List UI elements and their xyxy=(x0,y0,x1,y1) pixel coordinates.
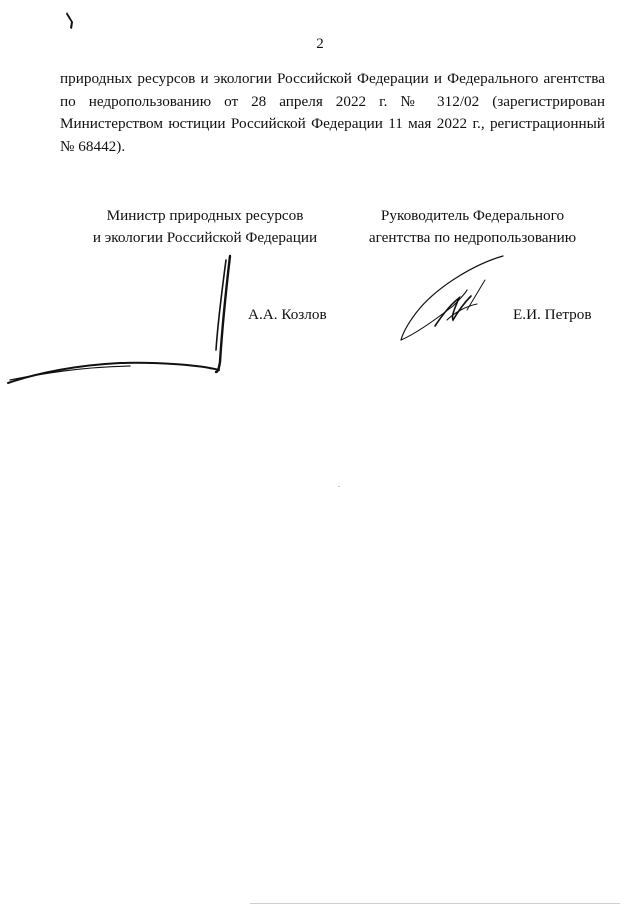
scan-mark-icon xyxy=(64,10,76,30)
right-signatory-name: Е.И. Петров xyxy=(513,306,592,323)
left-signatory-name: А.А. Козлов xyxy=(248,306,327,323)
body-line: по недропользованию от 28 апреля 2022 г. № 312/02 (зарегистрирован xyxy=(60,92,605,110)
bottom-edge-rule xyxy=(250,903,620,904)
left-signatory-title xyxy=(70,205,340,249)
body-line: № 68442). xyxy=(60,137,126,155)
left-title-line: Министр природных ресурсов xyxy=(106,207,304,224)
left-signature xyxy=(0,250,240,400)
right-title-line: агентства по недропользованию xyxy=(368,229,577,246)
page-number: 2 xyxy=(316,36,324,52)
body-paragraph xyxy=(60,68,605,158)
right-signatory-title xyxy=(345,205,600,249)
right-title-line: Руководитель Федерального xyxy=(380,207,565,224)
left-title-line: и экологии Российской Федерации xyxy=(92,229,318,246)
right-signature xyxy=(395,250,510,345)
scan-speck xyxy=(338,486,340,487)
body-line: Министерством юстиции Российской Федерации 11 мая 2022 г., регистрационный xyxy=(60,115,605,132)
body-line: природных ресурсов и экологии Российской Федерации и Федерального агентства xyxy=(60,70,605,87)
